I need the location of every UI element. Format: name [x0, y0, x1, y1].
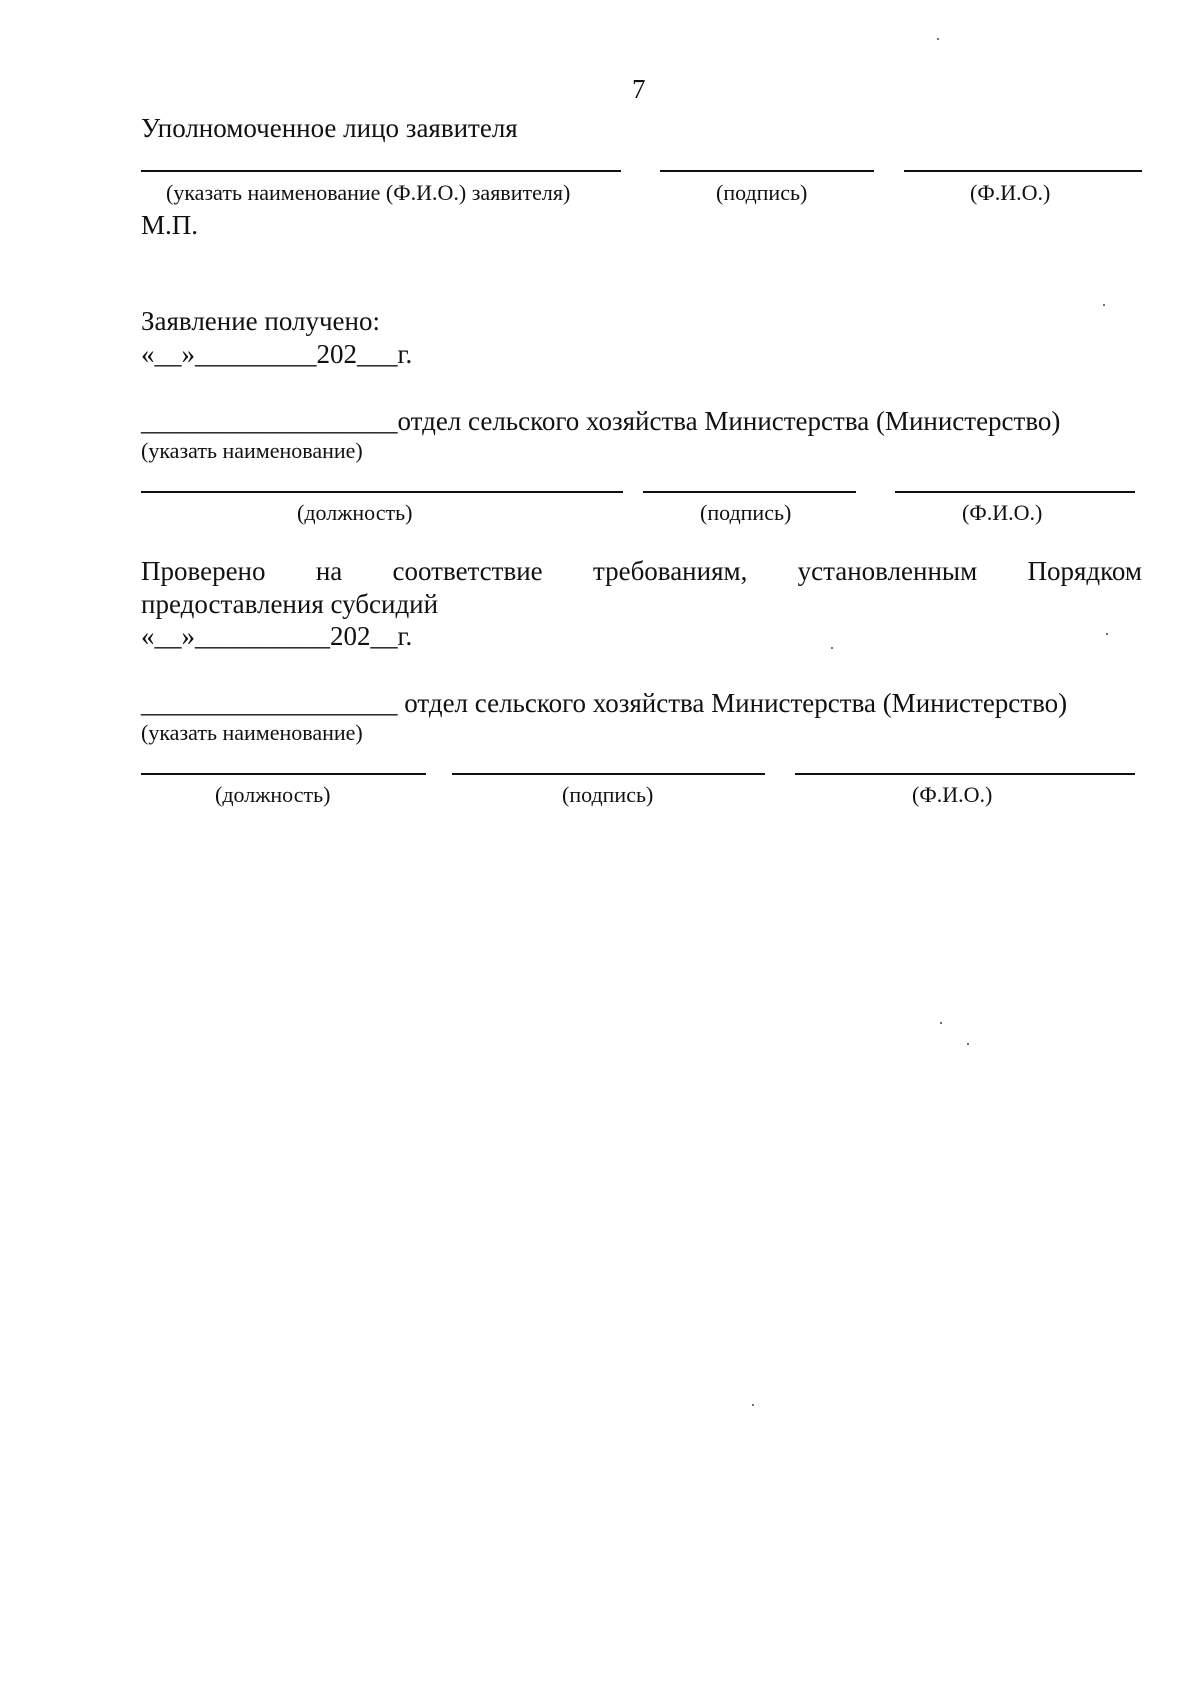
- checked-department-blank: ___________________: [141, 688, 398, 718]
- checked-position-line: [141, 773, 426, 775]
- received-position-line: [141, 491, 623, 493]
- checked-signature-line: [452, 773, 765, 775]
- scan-speck: [940, 1022, 942, 1024]
- page-number: 7: [632, 74, 646, 104]
- received-date-field: «__»_________202___г.: [141, 339, 413, 369]
- checked-signature-caption: (подпись): [562, 782, 654, 807]
- compliance-check-continuation: предоставления субсидий: [141, 589, 439, 619]
- applicant-fio-line: [904, 170, 1142, 172]
- applicant-name-caption: (указать наименование (Ф.И.О.) заявителя): [166, 180, 571, 205]
- compliance-word: Порядком: [1027, 556, 1142, 586]
- compliance-word: соответствие: [392, 556, 543, 586]
- received-department-text: отдел сельского хозяйства Министерства (Министерство): [397, 406, 1061, 436]
- compliance-word: на: [315, 556, 343, 586]
- checked-fio-line: [795, 773, 1135, 775]
- checked-department-caption: (указать наименование): [141, 720, 363, 745]
- scan-speck: [937, 38, 939, 40]
- received-department-caption: (указать наименование): [141, 438, 363, 463]
- authorized-person-heading: Уполномоченное лицо заявителя: [141, 113, 518, 143]
- scan-speck: [831, 647, 833, 649]
- compliance-word: требованиям,: [592, 556, 748, 586]
- scan-speck: [967, 1043, 969, 1045]
- received-signature-caption: (подпись): [700, 500, 792, 525]
- received-position-caption: (должность): [297, 500, 413, 525]
- compliance-word: Проверено: [141, 556, 266, 586]
- received-fio-line: [895, 491, 1135, 493]
- compliance-word: установленным: [797, 556, 978, 586]
- received-fio-caption: (Ф.И.О.): [962, 500, 1043, 525]
- scan-speck: [1103, 304, 1105, 306]
- applicant-name-line: [141, 170, 621, 172]
- applicant-signature-line: [660, 170, 874, 172]
- checked-department-text: отдел сельского хозяйства Министерства (Министерство): [404, 688, 1068, 718]
- checked-department-line: [141, 690, 1067, 717]
- compliance-check-statement: [141, 558, 1142, 585]
- applicant-fio-caption: (Ф.И.О.): [970, 180, 1051, 205]
- checked-position-caption: (должность): [215, 782, 331, 807]
- received-department-blank: ___________________: [141, 406, 398, 436]
- checked-fio-caption: (Ф.И.О.): [912, 782, 993, 807]
- application-received-heading: Заявление получено:: [141, 306, 380, 336]
- scan-speck: [752, 1404, 754, 1406]
- applicant-signature-caption: (подпись): [716, 180, 808, 205]
- received-department-line: [141, 408, 1060, 435]
- stamp-place-label: М.П.: [141, 210, 199, 240]
- scan-speck: [1106, 633, 1108, 635]
- received-signature-line: [643, 491, 856, 493]
- checked-date-field: «__»__________202__г.: [141, 621, 413, 651]
